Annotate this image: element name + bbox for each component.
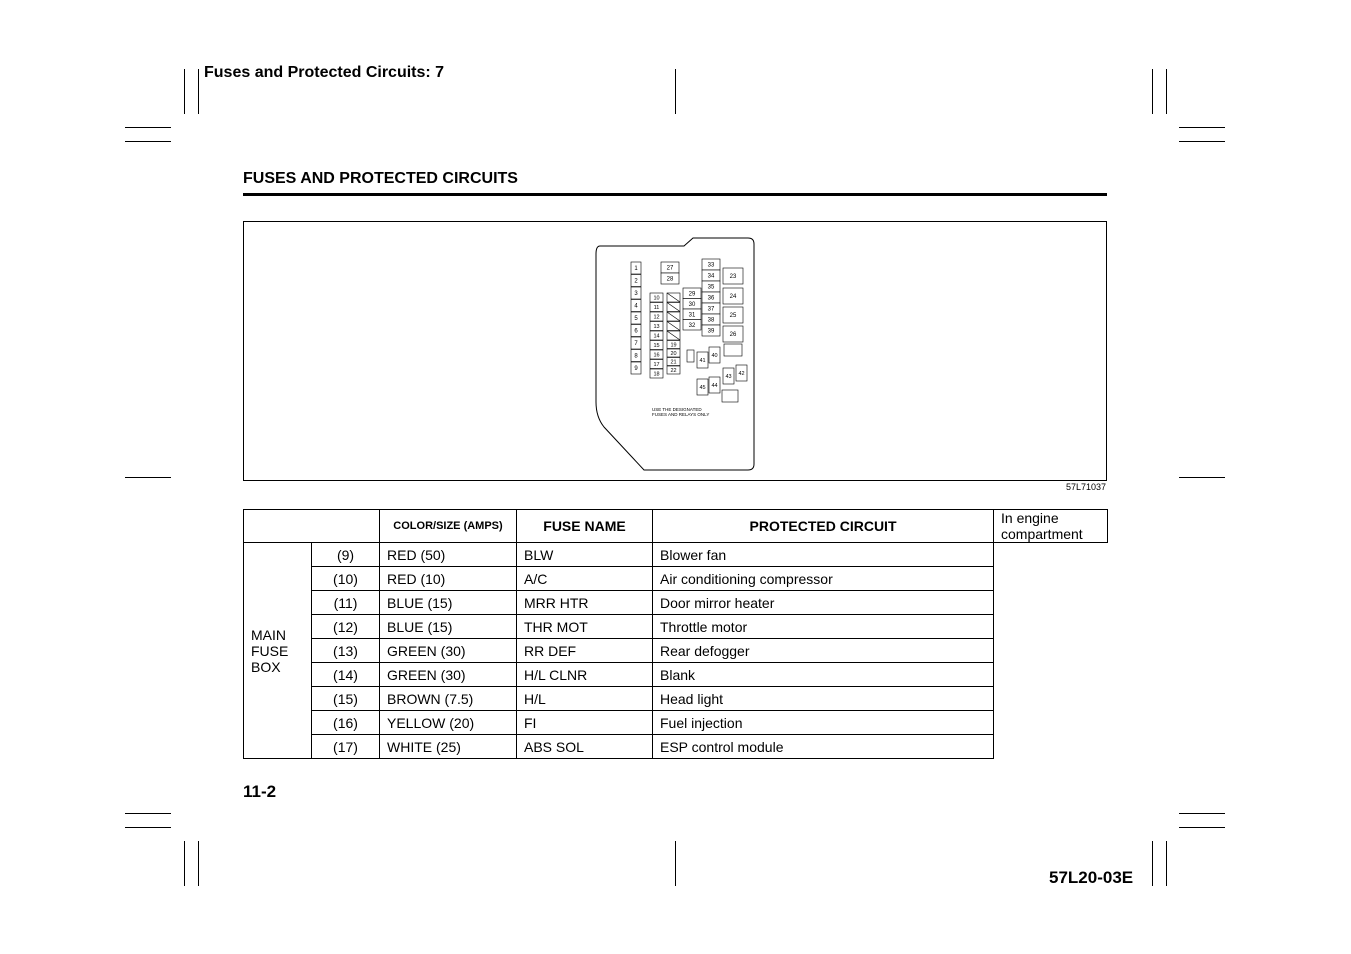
fuse-slot-label: 35 [707,284,715,291]
crop-mark [125,127,171,128]
protected-circuit-cell: Throttle motor [653,615,994,639]
fuse-slot-label: 23 [729,274,737,280]
fuse-name-cell: RR DEF [517,639,653,663]
figure-code: 57L71037 [1065,482,1106,492]
fuse-number: (12) [312,615,380,639]
fuse-number: (16) [312,711,380,735]
fuse-slot-label: 12 [653,314,660,321]
protected-circuit-cell: Door mirror heater [653,591,994,615]
fuse-slot-label: 25 [729,313,737,319]
fuse-table [243,509,1108,759]
color-size-cell: GREEN (30) [380,663,517,687]
color-size-cell: BLUE (15) [380,615,517,639]
fuse-slot-label: 39 [707,328,715,335]
crop-mark [1179,141,1225,142]
fuse-slot-label: 19 [670,342,677,349]
group-label: MAIN FUSE BOX [244,543,312,759]
fuse-slot-label: 14 [653,333,660,340]
fuse-name-cell: MRR HTR [517,591,653,615]
page-number: 11-2 [243,782,277,801]
fuse-slot-label: 22 [670,368,677,374]
crop-mark [125,813,171,814]
crop-mark [1152,69,1153,114]
fuse-number: (10) [312,567,380,591]
fuse-slot-label: 28 [666,276,674,283]
header-protected-circuit: PROTECTED CIRCUIT [653,510,994,543]
table-row [244,663,1108,687]
fuse-number: (14) [312,663,380,687]
crop-mark [198,841,199,886]
fuse-slot-label: 38 [707,317,715,324]
fuse-slot-label: 20 [670,351,677,357]
fuse-slot-label: 1 [634,266,638,272]
fuse-slot-label: 24 [729,294,737,300]
crop-mark [198,69,199,114]
crop-mark [675,69,676,114]
fuse-slot-label: 33 [707,262,715,269]
fuse-slot-label: 36 [707,295,715,302]
fuse-slot-label: 18 [653,371,660,378]
section-rule [243,193,1107,196]
running-header: Fuses and Protected Circuits: 7 [204,64,445,81]
protected-circuit-cell: Air conditioning compressor [653,567,994,591]
protected-circuit-cell: Head light [653,687,994,711]
fuse-slot-label: 15 [653,343,660,349]
location-cell: In engine compartment [994,510,1108,543]
header-fuse-name: FUSE NAME [517,510,653,543]
fuse-name-cell: H/L [517,687,653,711]
section-title: FUSES AND PROTECTED CIRCUITS [243,170,518,187]
fuse-name-cell: FI [517,711,653,735]
fuse-slot-label: 45 [699,385,706,391]
fuse-name-cell: THR MOT [517,615,653,639]
fuse-slot-label: 11 [653,305,660,311]
fuse-name-cell: BLW [517,543,653,567]
table-row [244,567,1108,591]
color-size-cell: WHITE (25) [380,735,517,759]
fuse-slot-label: 9 [634,366,638,372]
fuse-slot-label: 31 [688,312,696,319]
fuse-slot-label: 42 [738,371,745,377]
protected-circuit-cell: Fuel injection [653,711,994,735]
color-size-cell: RED (10) [380,567,517,591]
protected-circuit-cell: Blower fan [653,543,994,567]
doc-code: 57L20-03E [1049,868,1134,887]
fuse-slot-label: 3 [634,291,638,297]
fuse-slot-label: 6 [634,328,638,335]
fuse-slot-label: 30 [688,301,696,308]
fuse-box-diagram [244,222,1106,480]
fuse-slot [724,344,742,356]
crop-mark [1166,69,1167,114]
header-blank [244,510,380,543]
color-size-cell: BROWN (7.5) [380,687,517,711]
protected-circuit-cell: Rear defogger [653,639,994,663]
table-row [244,591,1108,615]
fuse-slot-label: 7 [634,341,638,347]
figure-caption-line2: FUSES AND RELAYS ONLY [652,412,710,417]
color-size-cell: BLUE (15) [380,591,517,615]
crop-mark [1179,813,1225,814]
table-row [244,543,1108,567]
crop-mark [125,141,171,142]
color-size-cell: GREEN (30) [380,639,517,663]
color-size-cell: YELLOW (20) [380,711,517,735]
fuse-slot-label: 41 [699,358,706,364]
fuse-slot-label: 21 [670,359,677,366]
fuse-slot-label: 34 [707,273,715,280]
fuse-slot [722,390,738,402]
crop-mark [1179,827,1225,828]
fuse-slot-label: 4 [634,303,638,310]
fuse-slot-label: 40 [711,353,718,359]
fuse-slot-label: 2 [634,278,638,285]
fuse-number: (15) [312,687,380,711]
fuse-slot-label: 37 [707,306,715,313]
fuse-slot-label: 32 [688,322,696,329]
fuse-slot-label: 26 [729,332,737,338]
protected-circuit-cell: Blank [653,663,994,687]
table-row [244,639,1108,663]
fuse-slot-label: 27 [666,265,674,272]
protected-circuit-cell: ESP control module [653,735,994,759]
fuse-slot-label: 5 [634,316,638,322]
fuse-slot-label: 8 [634,353,638,360]
fuse-box-figure [243,221,1107,481]
crop-mark [184,69,185,114]
fuse-name-cell: A/C [517,567,653,591]
fuse-slot-label: 10 [653,295,660,302]
crop-mark [125,827,171,828]
crop-mark [1152,841,1153,886]
header-color-size: COLOR/SIZE (AMPS) [380,510,517,543]
table-header-row [244,510,1108,543]
fuse-name-cell: ABS SOL [517,735,653,759]
table-row [244,735,1108,759]
table-row [244,615,1108,639]
fuse-slot-label: 44 [711,383,718,389]
fuse-slot-label: 13 [653,324,660,330]
fuse-slot-label: 16 [653,352,660,359]
table-row [244,687,1108,711]
fuse-slot [687,350,694,362]
crop-mark [1179,127,1225,128]
color-size-cell: RED (50) [380,543,517,567]
crop-mark [675,841,676,886]
table-row [244,711,1108,735]
fuse-slot-label: 29 [688,291,696,298]
crop-mark [184,841,185,886]
fuse-number: (9) [312,543,380,567]
fuse-number: (11) [312,591,380,615]
fuse-slot-label: 17 [653,362,660,368]
crop-mark [125,477,171,478]
figure-caption-line1: USE THE DESIGNATED [652,407,702,412]
crop-mark [1166,841,1167,886]
fuse-slot-label: 43 [725,374,732,380]
fuse-number: (13) [312,639,380,663]
fuse-name-cell: H/L CLNR [517,663,653,687]
fuse-number: (17) [312,735,380,759]
crop-mark [1179,477,1225,478]
